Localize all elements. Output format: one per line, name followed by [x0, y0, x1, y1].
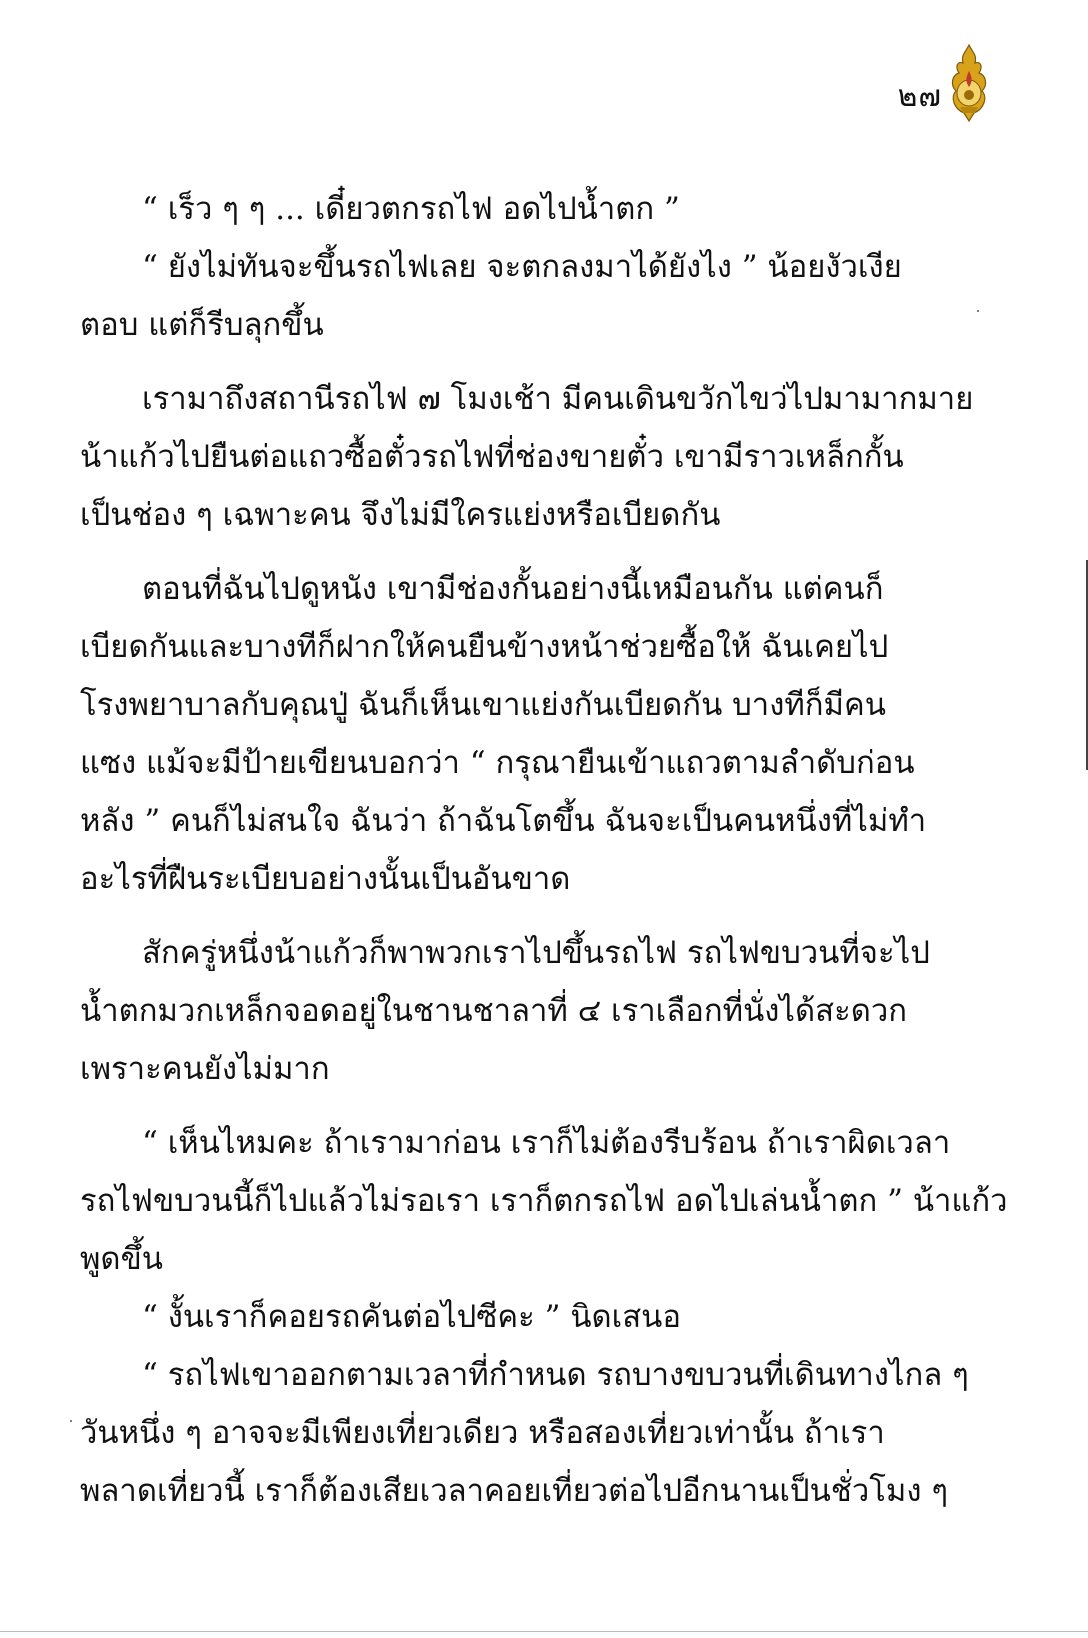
- text-line: ตอบ แต่ก็รีบลุกขึ้น: [80, 307, 324, 343]
- text-line: สักครู่หนึ่งน้าแก้วก็พาพวกเราไปขึ้นรถไฟ รถไฟขบวนที่จะไป: [142, 935, 930, 971]
- school-emblem-icon: [946, 43, 992, 123]
- paragraph-6: [80, 1114, 1008, 1288]
- text-line: โรงพยาบาลกับคุณปู่ ฉันก็เห็นเขาแย่งกันเบียดกัน บางทีก็มีคน: [80, 687, 886, 723]
- paragraph-1: [80, 180, 995, 238]
- text-line: “ งั้นเราก็คอยรถคันต่อไปซีคะ ” นิดเสนอ: [142, 1299, 681, 1335]
- text-line: แซง แม้จะมีป้ายเขียนบอกว่า “ กรุณายืนเข้าแถวตามลำดับก่อน: [80, 745, 915, 781]
- text-line: เรามาถึงสถานีรถไฟ ๗ โมงเช้า มีคนเดินขวักไขว่ไปมามากมาย: [142, 381, 974, 417]
- text-line: รถไฟขบวนนี้ก็ไปแล้วไม่รอเรา เราก็ตกรถไฟ อดไปเล่นน้ำตก ” น้าแก้ว: [80, 1183, 1008, 1219]
- page-bottom-edge: [0, 1631, 1088, 1632]
- text-line: หลัง ” คนก็ไม่สนใจ ฉันว่า ถ้าฉันโตขึ้น ฉันจะเป็นคนหนึ่งที่ไม่ทำ: [80, 803, 927, 839]
- paragraph-3: [80, 370, 995, 544]
- text-line: “ รถไฟเขาออกตามเวลาที่กำหนด รถบางขบวนที่เดินทางไกล ๆ: [142, 1357, 969, 1393]
- text-line: ตอนที่ฉันไปดูหนัง เขามีช่องกั้นอย่างนี้เหมือนกัน แต่คนก็: [142, 571, 884, 607]
- paragraph-7: [80, 1288, 995, 1346]
- text-line: “ ยังไม่ทันจะขึ้นรถไฟเลย จะตกลงมาได้ยังไง ” น้อยงัวเงีย: [142, 249, 902, 285]
- text-line: “ เร็ว ๆ ๆ ... เดี๋ยวตกรถไฟ อดไปน้ำตก ”: [142, 191, 680, 227]
- text-line: อะไรที่ฝืนระเบียบอย่างนั้นเป็นอันขาด: [80, 861, 571, 897]
- text-line: วันหนึ่ง ๆ อาจจะมีเพียงเที่ยวเดียว หรือสองเที่ยวเท่านั้น ถ้าเรา: [80, 1415, 885, 1451]
- text-line: น้าแก้วไปยืนต่อแถวซื้อตั๋วรถไฟที่ช่องขายตั๋ว เขามีราวเหล็กกั้น: [80, 439, 904, 475]
- text-line: พูดขึ้น: [80, 1241, 163, 1277]
- scan-speck: [70, 1420, 72, 1422]
- text-line: พลาดเที่ยวนี้ เราก็ต้องเสียเวลาคอยเที่ยวต่อไปอีกนานเป็นชั่วโมง ๆ: [80, 1473, 948, 1509]
- scan-speck: [977, 310, 979, 312]
- text-line: เพราะคนยังไม่มาก: [80, 1051, 330, 1087]
- paragraph-4: [80, 560, 995, 908]
- paragraph-5: [80, 924, 995, 1098]
- body-text: [80, 180, 1008, 1520]
- text-line: น้ำตกมวกเหล็กจอดอยู่ในชานชาลาที่ ๔ เราเลือกที่นั่งได้สะดวก: [80, 993, 908, 1029]
- text-line: “ เห็นไหมคะ ถ้าเรามาก่อน เราก็ไม่ต้องรีบร้อน ถ้าเราผิดเวลา: [142, 1125, 951, 1161]
- page-number: ๒๗: [897, 79, 942, 114]
- paragraph-8: [80, 1346, 995, 1520]
- paragraph-2: [80, 238, 995, 354]
- text-line: เบียดกันและบางทีก็ฝากให้คนยืนข้างหน้าช่วยซื้อให้ ฉันเคยไป: [80, 629, 889, 665]
- text-line: เป็นช่อง ๆ เฉพาะคน จึงไม่มีใครแย่งหรือเบียดกัน: [80, 497, 721, 533]
